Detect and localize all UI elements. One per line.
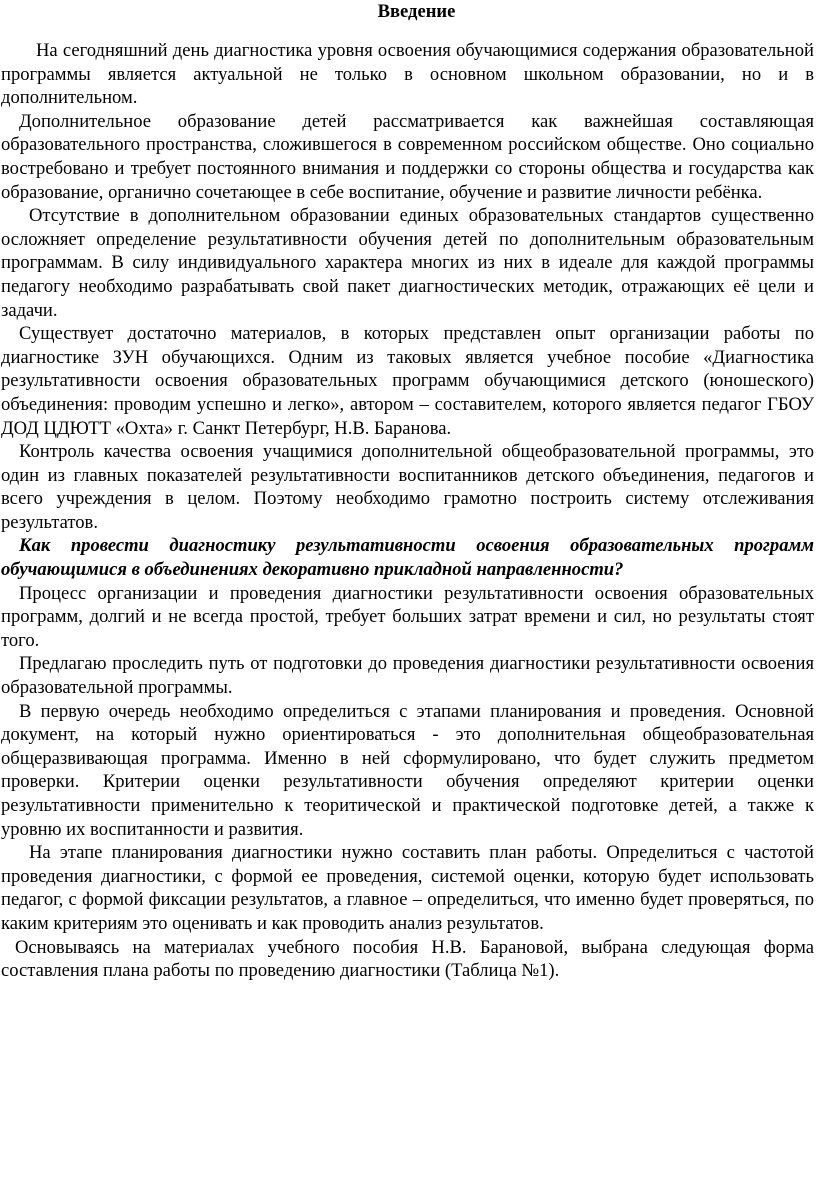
paragraph-3: Отсутствие в дополнительном образовании единых образовательных стандартов существенно осложняет определение результативности обучения детей по дополнительным образовательным программам. В силу индивидуального характера многих из них в идеале для каждой программы педагогу необходимо разрабатывать свой пакет диагностических методик, отражающих её цели и задачи. xyxy=(1,205,814,321)
document-title: Введение xyxy=(377,1,456,22)
question-heading: Как провести диагностику результативности освоения образовательных программ обучающимися в объединениях декоративно прикладной направленности? xyxy=(1,535,814,581)
paragraph-1: На сегодняшний день диагностика уровня освоения обучающимися содержания образовательной программы является актуальной не только в основном школьном образовании, но и в дополнительном. xyxy=(1,40,814,109)
paragraph-4: Существует достаточно материалов, в которых представлен опыт организации работы по диагностике ЗУН обучающихся. Одним из таковых является учебное пособие «Диагностика результативности освоения образовательных программ обучающимися детского (юношеского) объединения: проводим успешно и легко», автором – составителем, которого является педагог ГБОУ ДОД ЦДЮТТ «Охта» г. Санкт Петербург, Н.В. Баранова. xyxy=(1,323,814,439)
paragraph-7: Предлагаю проследить путь от подготовки до проведения диагностики результативности освоения образовательной программы. xyxy=(1,653,814,699)
paragraph-9: На этапе планирования диагностики нужно составить план работы. Определиться с частотой проведения диагностики, с формой ее проведения, системой оценки, которую будет использовать педагог, с формой фиксации результатов, а главное – определиться, что именно будет проверяться, по каким критериям это оценивать и как проводить анализ результатов. xyxy=(1,842,814,934)
paragraph-6: Процесс организации и проведения диагностики результативности освоения образовательных программ, долгий и не всегда простой, требует больших затрат времени и сил, но результаты стоят того. xyxy=(1,582,814,651)
paragraph-2: Дополнительное образование детей рассматривается как важнейшая составляющая образовательного пространства, сложившегося в современном российском обществе. Оно социально востребовано и требует постоянного внимания и поддержки со стороны общества и государства как образование, органично сочетающее в себе воспитание, обучение и развитие личности ребёнка. xyxy=(1,110,814,203)
paragraph-5: Контроль качества освоения учащимися дополнительной общеобразовательной программы, это один из главных показателей результативности воспитанников детского объединения, педагогов и всего учреждения в целом. Поэтому необходимо грамотно построить систему отслеживания результатов. xyxy=(1,441,814,533)
paragraph-8: В первую очередь необходимо определиться с этапами планирования и проведения. Основной документ, на который нужно ориентироваться - это дополнительная общеобразовательная общеразвивающая программа. Именно в ней сформулировано, что будет служить предметом проверки. Критерии оценки результативности обучения определяют критерии оценки результативности применительно к теоритической и практической подготовке детей, а также к уровню их воспитанности и развития. xyxy=(1,700,814,840)
paragraph-10: Основываясь на материалах учебного пособия Н.В. Барановой, выбрана следующая форма составления плана работы по проведению диагностики (Таблица №1). xyxy=(1,936,814,982)
